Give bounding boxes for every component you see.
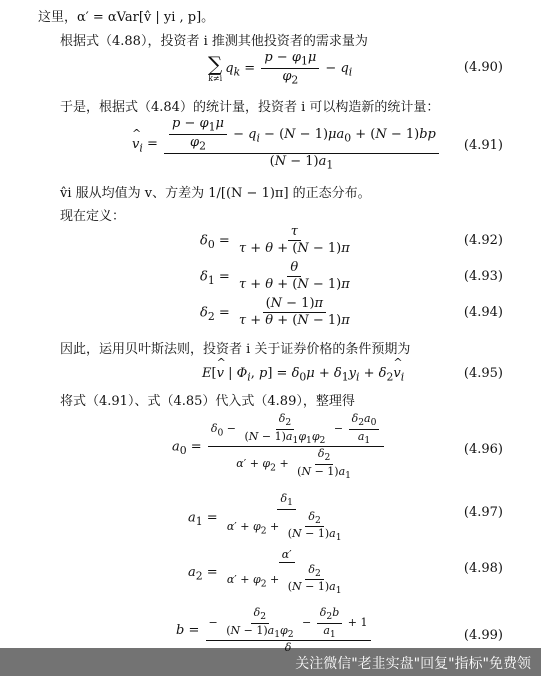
equation-number: (4.91)	[463, 138, 503, 153]
intro-line: 这里，α′ = αVar[v̂ | yi , p]。	[38, 10, 215, 25]
paragraph-new-statistic: 于是，根据式（4.84）的统计量，投资者 i 可以构造新的统计量：	[60, 100, 440, 115]
equation-number: (4.97)	[463, 505, 503, 520]
paragraph-demand-estimate: 根据式（4.88），投资者 i 推测其他投资者的需求量为	[60, 34, 368, 49]
paragraph-distribution: v̂i 服从均值为 v、方差为 1/[(N − 1)π] 的正态分布。	[60, 186, 371, 201]
watermark-text: 关注微信"老韭实盘"回复"指标"免费领	[295, 656, 531, 672]
paragraph-bayes: 因此，运用贝叶斯法则，投资者 i 关于证券价格的条件预期为	[60, 342, 411, 357]
equation-4-91: ^ $v_i$ = $\frac{p - \varphi_1\mu}{\varphi_2}$ − $q_i - (N - 1)\mu a_0 + (N - 1)bp$ $(N - 1)a_1$ (4.91)	[0, 116, 541, 174]
equation-number: (4.90)	[463, 60, 503, 75]
equation-number: (4.96)	[463, 442, 503, 457]
equation-4-97: $a_1$ = $\delta_1$ $\alpha' + \varphi_2$ + $\frac{\delta_2}{(N - 1)a_1}$ (4.97)	[188, 492, 503, 544]
equation-4-99: b = − $\frac{\delta_2}{(N - 1)a_1\varphi_2}$ − $\frac{\delta_2b}{a_1}$ + 1 (4.99)	[176, 606, 503, 643]
equation-number: (4.99)	[463, 628, 503, 643]
equation-number: (4.95)	[463, 366, 503, 381]
equation-number: (4.98)	[463, 561, 503, 576]
equation-4-90: ∑ k≠i $q_k$ = $\frac{p - \varphi_1\mu}{\varphi_2}$ − $q_i$ (4.90)	[208, 50, 503, 87]
equation-4-94: $\delta_2$ = $\frac{(N - 1)\pi}{\tau + \theta + (N - 1)\pi}$ (4.94)	[200, 296, 503, 329]
equation-4-92: $\delta_0$ = $\frac{\tau}{\tau + \theta + (N - 1)\pi}$ (4.92)	[200, 224, 503, 257]
paragraph-define: 现在定义：	[60, 209, 126, 224]
equation-number: (4.94)	[463, 305, 503, 320]
equation-4-95: E[^ v | $\Phi_i$, $p] = \delta_0\mu + \delta_1y_i$ + $\delta_2\^{}$ $v_i$ (4.95)	[0, 362, 541, 390]
equation-4-98: $a_2$ = α′ $\alpha' + \varphi_2$ + $\frac{\delta_2}{(N - 1)a_1}$ (4.98)	[188, 548, 503, 597]
equation-4-96: $a_0$ = $\delta_0$ − $\frac{\delta_2}{(N - 1)a_1\varphi_1\varphi_2}$ − $\frac{\delta_2a_0}{a_1}$ $\alpha' + \varphi_2$ + $\frac{\delta_2}{(N - 1)a_1}$ (4.96)	[172, 412, 503, 482]
watermark-banner	[0, 648, 541, 676]
equation-number: (4.93)	[463, 269, 503, 284]
equation-number: (4.92)	[463, 233, 503, 248]
paragraph-substitute: 将式（4.91）、式（4.85）代入式（4.89），整理得	[60, 394, 355, 409]
equation-4-93: $\delta_1$ = $\frac{\theta}{\tau + \theta + (N - 1)\pi}$ (4.93)	[200, 260, 503, 293]
